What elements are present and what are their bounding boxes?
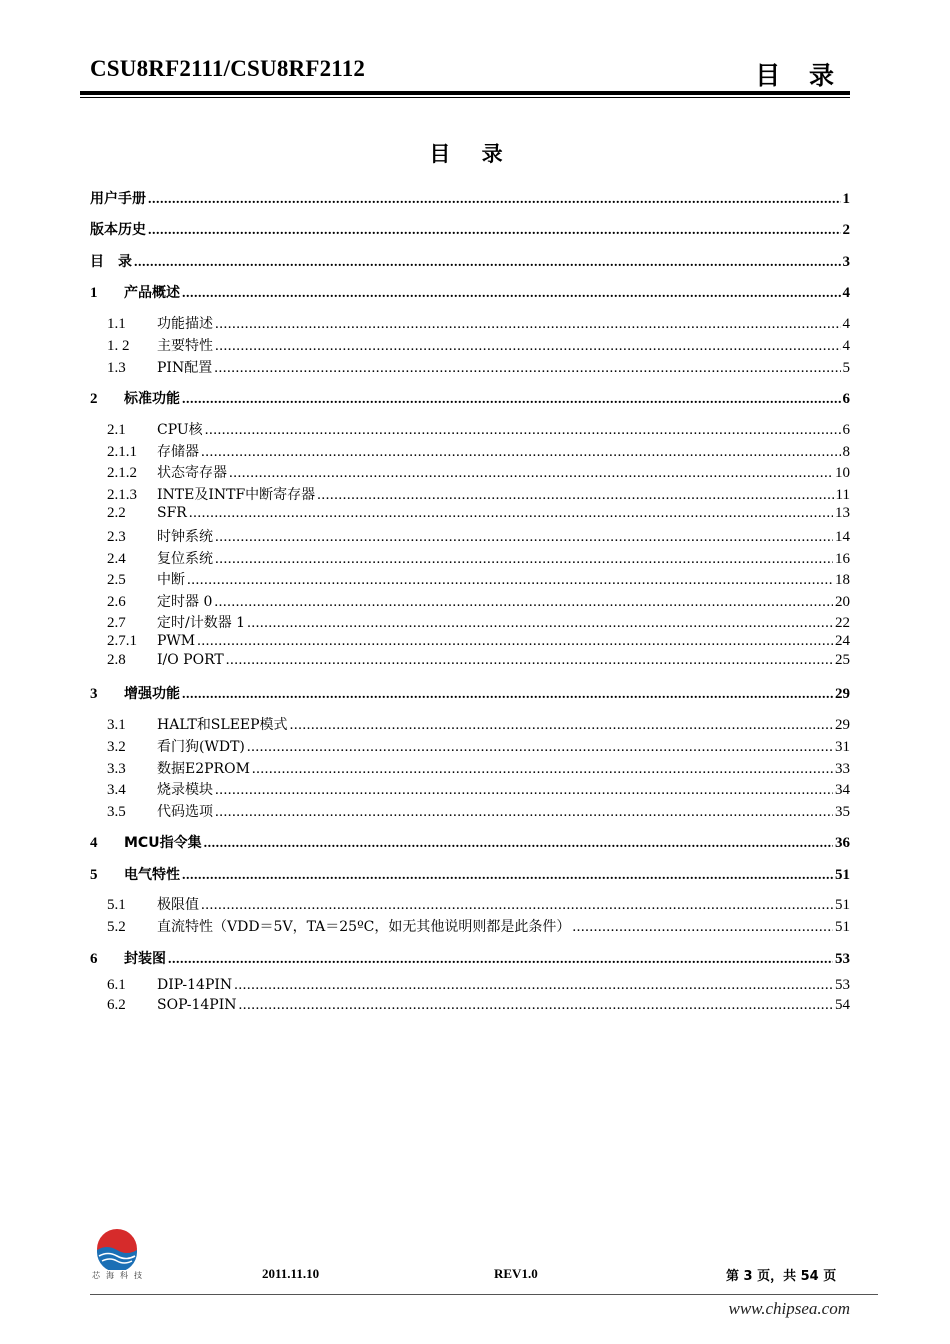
- toc-dot-leader: [572, 919, 833, 936]
- toc-entry[interactable]: [107, 779, 850, 799]
- header-rule-thick: [80, 91, 850, 95]
- toc-entry[interactable]: [107, 484, 850, 504]
- toc-dot-leader: [252, 761, 833, 778]
- toc-dot-leader: [205, 422, 841, 439]
- footer-revision: REV1.0: [494, 1266, 538, 1281]
- toc-entry-page: 6: [842, 391, 850, 407]
- toc-entry-number: 4: [90, 835, 98, 851]
- toc-entry-number: 3.1: [107, 717, 126, 733]
- toc-entry-page: 18: [835, 572, 850, 588]
- toc-entry-number: 5.1: [107, 897, 126, 913]
- toc-entry[interactable]: [107, 313, 850, 333]
- toc-entry-page: 1: [842, 191, 850, 207]
- toc-entry[interactable]: [107, 505, 850, 522]
- toc-entry-number: 2.1.1: [107, 444, 137, 460]
- toc-entry-page: 4: [842, 316, 850, 332]
- toc-entry-label: 版本历史: [90, 222, 146, 238]
- toc-entry-number: 2.1.2: [107, 465, 137, 481]
- toc-entry-number: 3.3: [107, 761, 126, 777]
- toc-entry-label: PWM: [157, 633, 196, 649]
- toc-dot-leader: [215, 316, 841, 333]
- toc-entry-page: 53: [835, 977, 850, 993]
- toc-entry-label: 极限值: [157, 897, 199, 913]
- toc-entry-number: 3.2: [107, 739, 126, 755]
- section-title: 目 录: [755, 61, 844, 90]
- toc-heading: 目 录: [429, 142, 515, 166]
- toc-dot-leader: [187, 572, 833, 589]
- toc-entry-number: 3.5: [107, 804, 126, 820]
- toc-entry-page: 24: [835, 633, 850, 649]
- toc-dot-leader: [290, 717, 833, 734]
- toc-entry-page: 3: [842, 254, 850, 270]
- toc-entry-number: 2.6: [107, 594, 126, 610]
- toc-entry[interactable]: [90, 282, 850, 302]
- toc-entry-page: 54: [835, 997, 850, 1013]
- toc-entry-page: 29: [835, 686, 850, 702]
- toc-dot-leader: [229, 465, 833, 482]
- toc-entry-label: 电气特性: [124, 867, 180, 883]
- toc-entry-label: HALT和SLEEP模式: [157, 717, 288, 733]
- toc-entry-page: 14: [835, 529, 850, 545]
- toc-entry-page: 36: [835, 835, 850, 851]
- toc-entry[interactable]: [90, 251, 850, 271]
- toc-entry-label: 标准功能: [124, 391, 180, 407]
- toc-entry-page: 22: [835, 615, 850, 631]
- toc-dot-leader: [215, 529, 833, 546]
- toc-entry-number: 2.5: [107, 572, 126, 588]
- toc-dot-leader: [201, 897, 833, 914]
- toc-entry[interactable]: [107, 714, 850, 734]
- toc-entry-label: 烧录模块: [157, 782, 213, 798]
- toc-entry[interactable]: [107, 462, 850, 482]
- toc-entry[interactable]: [90, 832, 850, 852]
- toc-dot-leader: [204, 836, 833, 852]
- toc-entry-label: CPU核: [157, 422, 203, 438]
- toc-entry-label: 代码选项: [157, 804, 213, 820]
- toc-dot-leader: [317, 487, 833, 504]
- toc-entry-number: 3: [90, 686, 98, 702]
- toc-entry-label: DIP-14PIN: [157, 977, 233, 993]
- toc-entry[interactable]: [90, 219, 850, 239]
- toc-entry[interactable]: [107, 335, 850, 355]
- toc-entry[interactable]: [107, 441, 850, 461]
- toc-dot-leader: [234, 977, 833, 994]
- toc-entry[interactable]: [107, 736, 850, 756]
- document-title: CSU8RF2111/CSU8RF2112: [90, 56, 366, 81]
- toc-dot-leader: [148, 192, 841, 208]
- toc-entry-label: 复位系统: [157, 551, 213, 567]
- toc-dot-leader: [201, 444, 841, 461]
- toc-entry-label: 目 录: [90, 254, 132, 270]
- toc-entry-number: 2.3: [107, 529, 126, 545]
- toc-dot-leader: [215, 338, 841, 355]
- toc-entry-number: 1.1: [107, 316, 126, 332]
- toc-entry-page: 20: [835, 594, 850, 610]
- toc-entry[interactable]: [107, 548, 850, 568]
- toc-entry-label: 时钟系统: [157, 529, 213, 545]
- toc-entry-number: 6.1: [107, 977, 126, 993]
- toc-entry-label: 定时器 0: [157, 594, 213, 610]
- toc-entry-page: 35: [835, 804, 850, 820]
- toc-entry-page: 25: [835, 652, 850, 668]
- toc-entry-label: 定时/计数器 1: [157, 615, 246, 631]
- toc-entry-page: 10: [835, 465, 850, 481]
- toc-entry[interactable]: [107, 916, 850, 936]
- toc-entry-number: 6: [90, 951, 98, 967]
- toc-entry-label: MCU指令集: [124, 835, 202, 851]
- toc-entry-label: INTE及INTF中断寄存器: [157, 487, 316, 503]
- toc-entry[interactable]: [107, 977, 850, 994]
- toc-entry-page: 51: [835, 919, 850, 935]
- toc-entry-page: 13: [835, 505, 850, 521]
- toc-entry-page: 51: [835, 867, 850, 883]
- toc-entry-number: 2.8: [107, 652, 126, 668]
- toc-entry-page: 2: [842, 222, 850, 238]
- toc-entry[interactable]: [107, 633, 850, 650]
- toc-dot-leader: [238, 997, 833, 1014]
- toc-entry[interactable]: [107, 357, 850, 377]
- toc-dot-leader: [215, 551, 833, 568]
- toc-entry-page: 34: [835, 782, 850, 798]
- toc-entry-number: 2.1: [107, 422, 126, 438]
- toc-entry-label: 增强功能: [124, 686, 180, 702]
- toc-entry-number: 1.3: [107, 360, 126, 376]
- footer-date: 2011.11.10: [262, 1266, 320, 1281]
- toc-entry-page: 11: [835, 487, 850, 503]
- toc-entry-label: I/O PORT: [157, 652, 224, 668]
- toc-entry-label: 状态寄存器: [157, 465, 227, 481]
- toc-entry-page: 6: [842, 422, 850, 438]
- toc-entry[interactable]: [107, 801, 850, 821]
- toc-entry[interactable]: [107, 652, 850, 669]
- toc-dot-leader: [226, 652, 833, 669]
- toc-entry-number: 6.2: [107, 997, 126, 1013]
- chipsea-logo-icon: [96, 1228, 138, 1270]
- toc-entry-number: 1: [90, 285, 98, 301]
- logo-caption: 芯海科技: [92, 1271, 148, 1280]
- toc-entry-page: 31: [835, 739, 850, 755]
- toc-entry[interactable]: [90, 864, 850, 884]
- toc-entry-page: 53: [835, 951, 850, 967]
- toc-entry[interactable]: [107, 591, 850, 611]
- toc-entry-page: 51: [835, 897, 850, 913]
- toc-entry-number: 1. 2: [107, 338, 130, 354]
- toc-entry-number: 5: [90, 867, 98, 883]
- toc-entry[interactable]: [90, 948, 850, 968]
- toc-entry-label: 主要特性: [157, 338, 213, 354]
- toc-dot-leader: [214, 360, 840, 377]
- toc-entry[interactable]: [107, 612, 850, 632]
- toc-entry[interactable]: [107, 569, 850, 589]
- toc-entry-label: 产品概述: [124, 285, 180, 301]
- footer-page-number: 第 3 页，共 54 页: [726, 1269, 837, 1284]
- toc-dot-leader: [182, 687, 833, 703]
- toc-entry-page: 16: [835, 551, 850, 567]
- toc-entry[interactable]: [107, 526, 850, 546]
- toc-entry-number: 2.1.3: [107, 487, 137, 503]
- toc-entry-page: 4: [842, 338, 850, 354]
- toc-entry[interactable]: [107, 758, 850, 778]
- toc-entry[interactable]: [90, 188, 850, 208]
- toc-dot-leader: [214, 594, 833, 611]
- toc-dot-leader: [148, 223, 841, 239]
- toc-dot-leader: [197, 633, 833, 650]
- toc-entry-number: 2.4: [107, 551, 126, 567]
- toc-entry-page: 29: [835, 717, 850, 733]
- toc-entry-label: SFR: [157, 505, 187, 521]
- toc-entry-number: 2: [90, 391, 98, 407]
- toc-entry-number: 3.4: [107, 782, 126, 798]
- toc-entry-label: 中断: [157, 572, 185, 588]
- toc-entry-label: 功能描述: [157, 316, 213, 332]
- toc-entry-page: 33: [835, 761, 850, 777]
- toc-entry-label: 数据E2PROM: [157, 761, 250, 777]
- toc-dot-leader: [247, 739, 833, 756]
- toc-dot-leader: [247, 615, 833, 632]
- toc-entry-number: 2.2: [107, 505, 126, 521]
- toc-entry-label: 用户手册: [90, 191, 146, 207]
- toc-entry-page: 5: [842, 360, 850, 376]
- toc-dot-leader: [215, 782, 833, 799]
- toc-entry-page: 4: [842, 285, 850, 301]
- toc-dot-leader: [182, 392, 841, 408]
- toc-entry[interactable]: [90, 388, 850, 408]
- header-rule-thin: [80, 97, 850, 98]
- toc-entry-label: 看门狗(WDT): [157, 739, 245, 755]
- toc-entry-page: 8: [842, 444, 850, 460]
- toc-dot-leader: [189, 505, 833, 522]
- toc-entry[interactable]: [107, 997, 850, 1014]
- footer-url: www.chipsea.com: [728, 1299, 850, 1318]
- toc-entry-label: 存储器: [157, 444, 199, 460]
- toc-entry[interactable]: [90, 683, 850, 703]
- toc-entry-number: 2.7.1: [107, 633, 137, 649]
- toc-entry[interactable]: [107, 894, 850, 914]
- toc-dot-leader: [134, 255, 841, 271]
- toc-entry[interactable]: [107, 419, 850, 439]
- toc-entry-label: 直流特性（VDD＝5V，TA＝25ºC，如无其他说明则都是此条件）: [157, 919, 571, 935]
- toc-entry-number: 2.7: [107, 615, 126, 631]
- toc-entry-label: SOP-14PIN: [157, 997, 237, 1013]
- toc-dot-leader: [168, 952, 833, 968]
- footer-rule: [90, 1294, 878, 1295]
- toc-dot-leader: [215, 804, 833, 821]
- toc-dot-leader: [182, 868, 833, 884]
- toc-entry-label: 封装图: [124, 951, 166, 967]
- toc-entry-number: 5.2: [107, 919, 126, 935]
- toc-dot-leader: [182, 286, 841, 302]
- toc-entry-label: PIN配置: [157, 360, 213, 376]
